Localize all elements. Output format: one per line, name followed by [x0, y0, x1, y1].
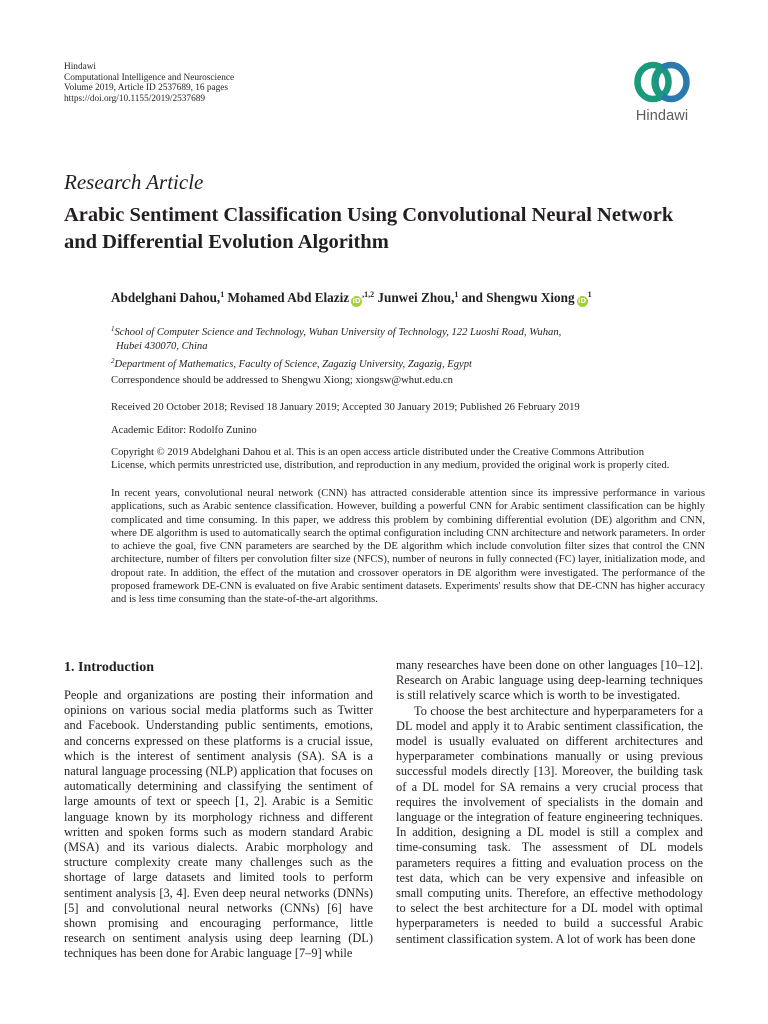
section-heading: 1. Introduction	[64, 660, 154, 675]
author-name: Junwei Zhou,	[377, 290, 455, 305]
author-name: and Shengwu Xiong	[461, 290, 575, 305]
affiliation-sup: 2	[111, 357, 115, 365]
author-name: Abdelghani Dahou,	[111, 290, 221, 305]
hindawi-logo	[620, 56, 704, 136]
author-affil-sup: 1	[587, 290, 592, 299]
abstract: In recent years, convolutional neural network (CNN) has attracted considerable attention since its impressive performance in various applications, such as Arabic sentence classification. However, building a powerful CNN for Arabic sentiment classification can be highly complicated and time consuming. In this paper, we address this problem by combining differential evolution (DE) algorithm and CNN, where DE algorithm is used to automatically search the optimal configuration including CNN architecture and network parameters. In order to achieve the goal, five CNN parameters are searched by the DE algorithm which include convolution filter sizes that control the CNN architecture, number of filters per convolution filter size (NFCS), number of neurons in fully connected (FC) layer, initialization mode, and dropout rate. In addition, the effect of the mutation and crossover operators in DE algorithm were investigated. The performance of the proposed framework DE-CNN is evaluated on five Arabic sentiment datasets. Experiments' results show that DE-CNN has higher accuracy and is less time consuming than the state-of-the-art algorithms.	[111, 488, 705, 606]
orcid-icon[interactable]: iD	[352, 297, 361, 305]
copyright-notice	[111, 446, 705, 473]
affiliation-1-line1: School of Computer Science and Technology, Wuhan University of Technology, 122 Luoshi Road, Wuhan,	[114, 327, 562, 338]
author-list	[111, 290, 711, 307]
affiliation-sup: 1	[111, 325, 115, 333]
paragraph: To choose the best architecture and hyperparameters for a DL model and apply it to Arabic sentiment classification, the model is usually evaluated on different architectures and hyperparameter combinations manually or using previous successful models directly [13]. Moreover, the building task of a DL model for SA remains a very crucial process that requires the involvement of specialists in the domain and language or the integration of feature engineering techniques. In addition, designing a DL model is still a complex and time-consuming task. The assessment of DL models parameters requires a fitting and evaluation process on the test data, which can be very expensive and infeasible on small computing units. Therefore, an effective methodology to select the best architecture for a DL model with optimal hyperparameters is needed to build a successful Arabic sentiment classification system. A lot of work has been done	[396, 703, 703, 946]
doi-link[interactable]: https://doi.org/10.1155/2019/2537689	[64, 93, 206, 104]
body-column-right	[396, 658, 703, 947]
copyright-line: Copyright © 2019 Abdelghani Dahou et al. This is an open access article distributed under the Creative Commons Attribution	[111, 447, 645, 458]
correspondence: Correspondence should be addressed to Shengwu Xiong; xiongsw@whut.edu.cn	[111, 375, 453, 386]
journal-header	[64, 62, 234, 104]
affiliation-1-line2: Hubei 430070, China	[116, 341, 208, 352]
article-type: Research Article	[64, 170, 204, 194]
author-affil-sup: 1	[454, 290, 459, 299]
copyright-line: License, which permits unrestricted use, distribution, and reproduction in any medium, provided the original work is properly cited.	[111, 460, 670, 472]
author-affil-sup: 1	[220, 290, 225, 299]
author-name: Mohamed Abd Elaziz	[227, 290, 350, 305]
logo-wordmark: Hindawi	[635, 108, 689, 124]
affiliations	[111, 322, 711, 372]
publisher-name: Hindawi	[64, 62, 97, 72]
body-column-left	[64, 688, 373, 962]
paragraph: many researches have been done on other languages [10–12]. Research on Arabic language using deep-learning techniques is still relatively scarce which is worth to be investigated.	[396, 658, 703, 703]
affiliation-2: Department of Mathematics, Faculty of Science, Zagazig University, Zagazig, Egypt	[114, 359, 472, 370]
volume-info: Volume 2019, Article ID 2537689, 16 pages	[64, 83, 229, 94]
author-affil-sup: ,1,2	[362, 290, 375, 299]
hindawi-rings-icon	[631, 56, 693, 108]
orcid-icon[interactable]: iD	[577, 297, 587, 305]
journal-name: Computational Intelligence and Neuroscience	[64, 72, 235, 83]
paper-title: Arabic Sentiment Classification Using Convolutional Neural Network and Differential Evolution Algorithm	[64, 204, 674, 253]
academic-editor: Academic Editor: Rodolfo Zunino	[111, 425, 257, 436]
paragraph: People and organizations are posting their information and opinions on various social media platforms such as Twitter and Facebook. Understanding public sentiments, emotions, and concerns expressed on these platforms is a crucial issue, which is the interest of sentiment analysis (SA). SA is a natural language processing (NLP) application that focuses on automatically determining and classifying the sentiment of large amounts of text or speech [1, 2]. Arabic is a Semitic language known by its morphology richness and different written and spoken forms such as modern standard Arabic (MSA) and its various dialects. Arabic morphology and structure complexity create many challenges such as the shortage of large datasets and limited tools to perform sentiment analysis [3, 4]. Even deep neural networks (DNNs) [5] and convolutional neural networks (CNNs) [6] have shown promising and encouraging performance, little research on sentiment analysis using deep learning (DL) techniques has been done for Arabic language [7–9] while	[64, 688, 373, 961]
publication-dates: Received 20 October 2018; Revised 18 January 2019; Accepted 30 January 2019; Published 26 February 2019	[111, 402, 580, 413]
